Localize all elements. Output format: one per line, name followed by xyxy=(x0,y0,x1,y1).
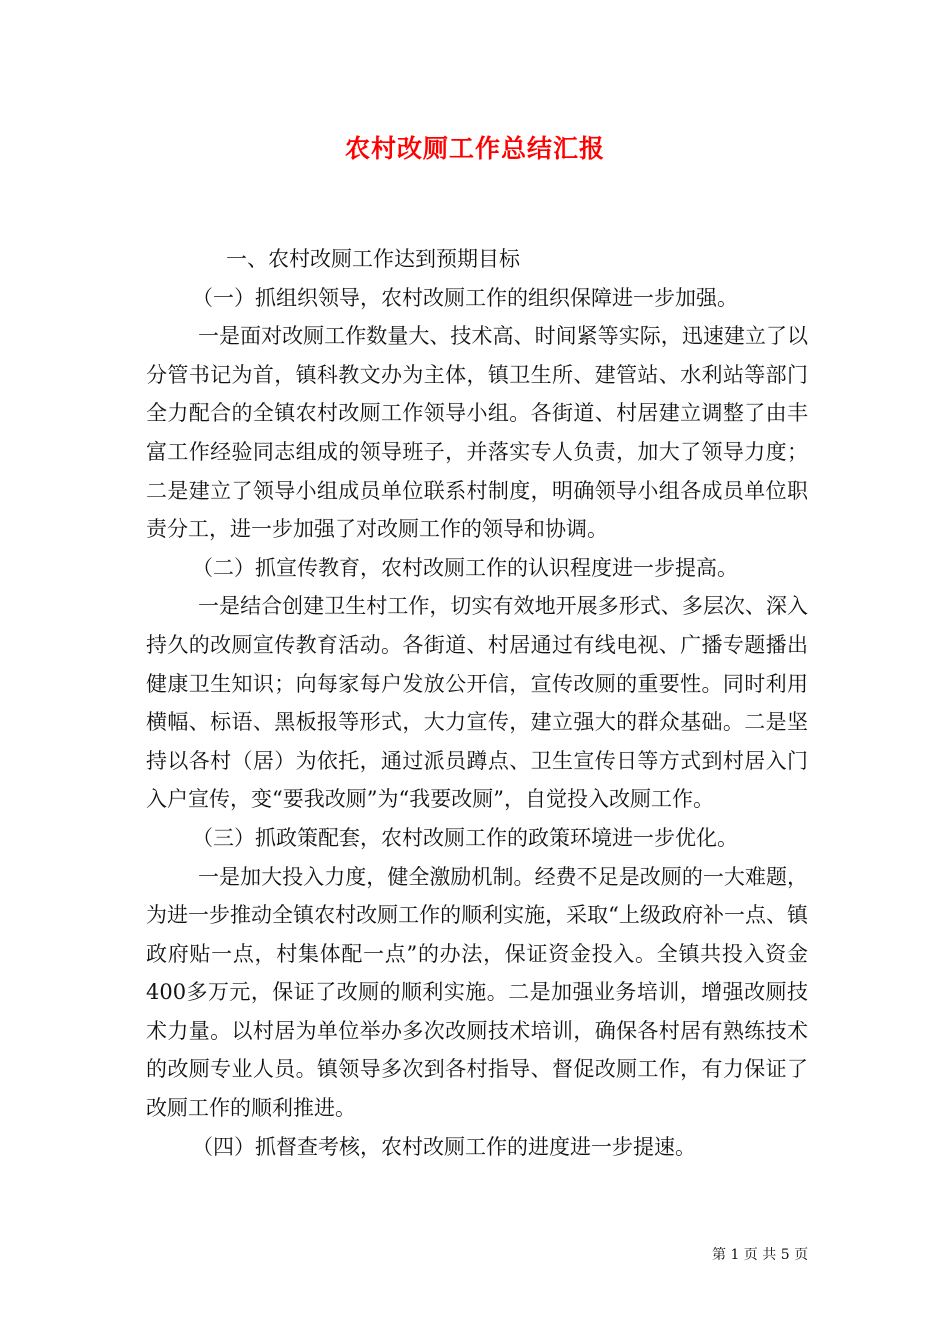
subsection-heading-2: （二）抓宣传教育，农村改厕工作的认识程度进一步提高。 xyxy=(192,555,738,580)
page-footer: 第 1 页 共 5 页 xyxy=(712,1247,809,1263)
document-title: 农村改厕工作总结汇报 xyxy=(344,134,605,163)
subsection-heading-3: （三）抓政策配套，农村改厕工作的政策环境进一步优化。 xyxy=(192,825,738,850)
paragraph-1: 一是面对改厕工作数量大、技术高、时间紧等实际，迅速建立了以分管书记为首，镇科教文办为主体，镇卫生所、建管站、水利站等部门全力配合的全镇农村改厕工作领导小组。各街道、村居建立调整了由丰富工作经验同志组成的领导班子，并落实专人负责，加大了领导力度；二是建立了领导小组成员单位联系村制度，明确领导小组各成员单位职责分工，进一步加强了对改厕工作的领导和协调。 xyxy=(146,324,808,542)
paragraph-3: 一是加大投入力度，健全激励机制。经费不足是改厕的一大难题，为进一步推动全镇农村改厕工作的顺利实施，采取“上级政府补一点、镇政府贴一点，村集体配一点”的办法，保证资金投入。全镇共投入资金400多万元，保证了改厕的顺利实施。二是加强业务培训，增强改厕技术力量。以村居为单位举办多次改厕技术培训，确保各村居有熟练技术的改厕专业人员。镇领导多次到各村指导、督促改厕工作，有力保证了改厕工作的顺利推进。 xyxy=(146,864,808,1121)
subsection-heading-1: （一）抓组织领导，农村改厕工作的组织保障进一步加强。 xyxy=(192,285,738,310)
document-body xyxy=(146,240,808,1166)
section-heading-level1: 一、农村改厕工作达到预期目标 xyxy=(226,247,520,271)
subsection-heading-4: （四）抓督查考核，农村改厕工作的进度进一步提速。 xyxy=(192,1134,696,1159)
paragraph-2: 一是结合创建卫生村工作，切实有效地开展多形式、多层次、深入持久的改厕宣传教育活动。各街道、村居通过有线电视、广播专题播出健康卫生知识；向每家每户发放公开信，宣传改厕的重要性。同时利用横幅、标语、黑板报等形式，大力宣传，建立强大的群众基础。二是坚持以各村（居）为依托，通过派员蹲点、卫生宣传日等方式到村居入门入户宣传，变“要我改厕”为“我要改厕”，自觉投入改厕工作。 xyxy=(146,594,808,812)
